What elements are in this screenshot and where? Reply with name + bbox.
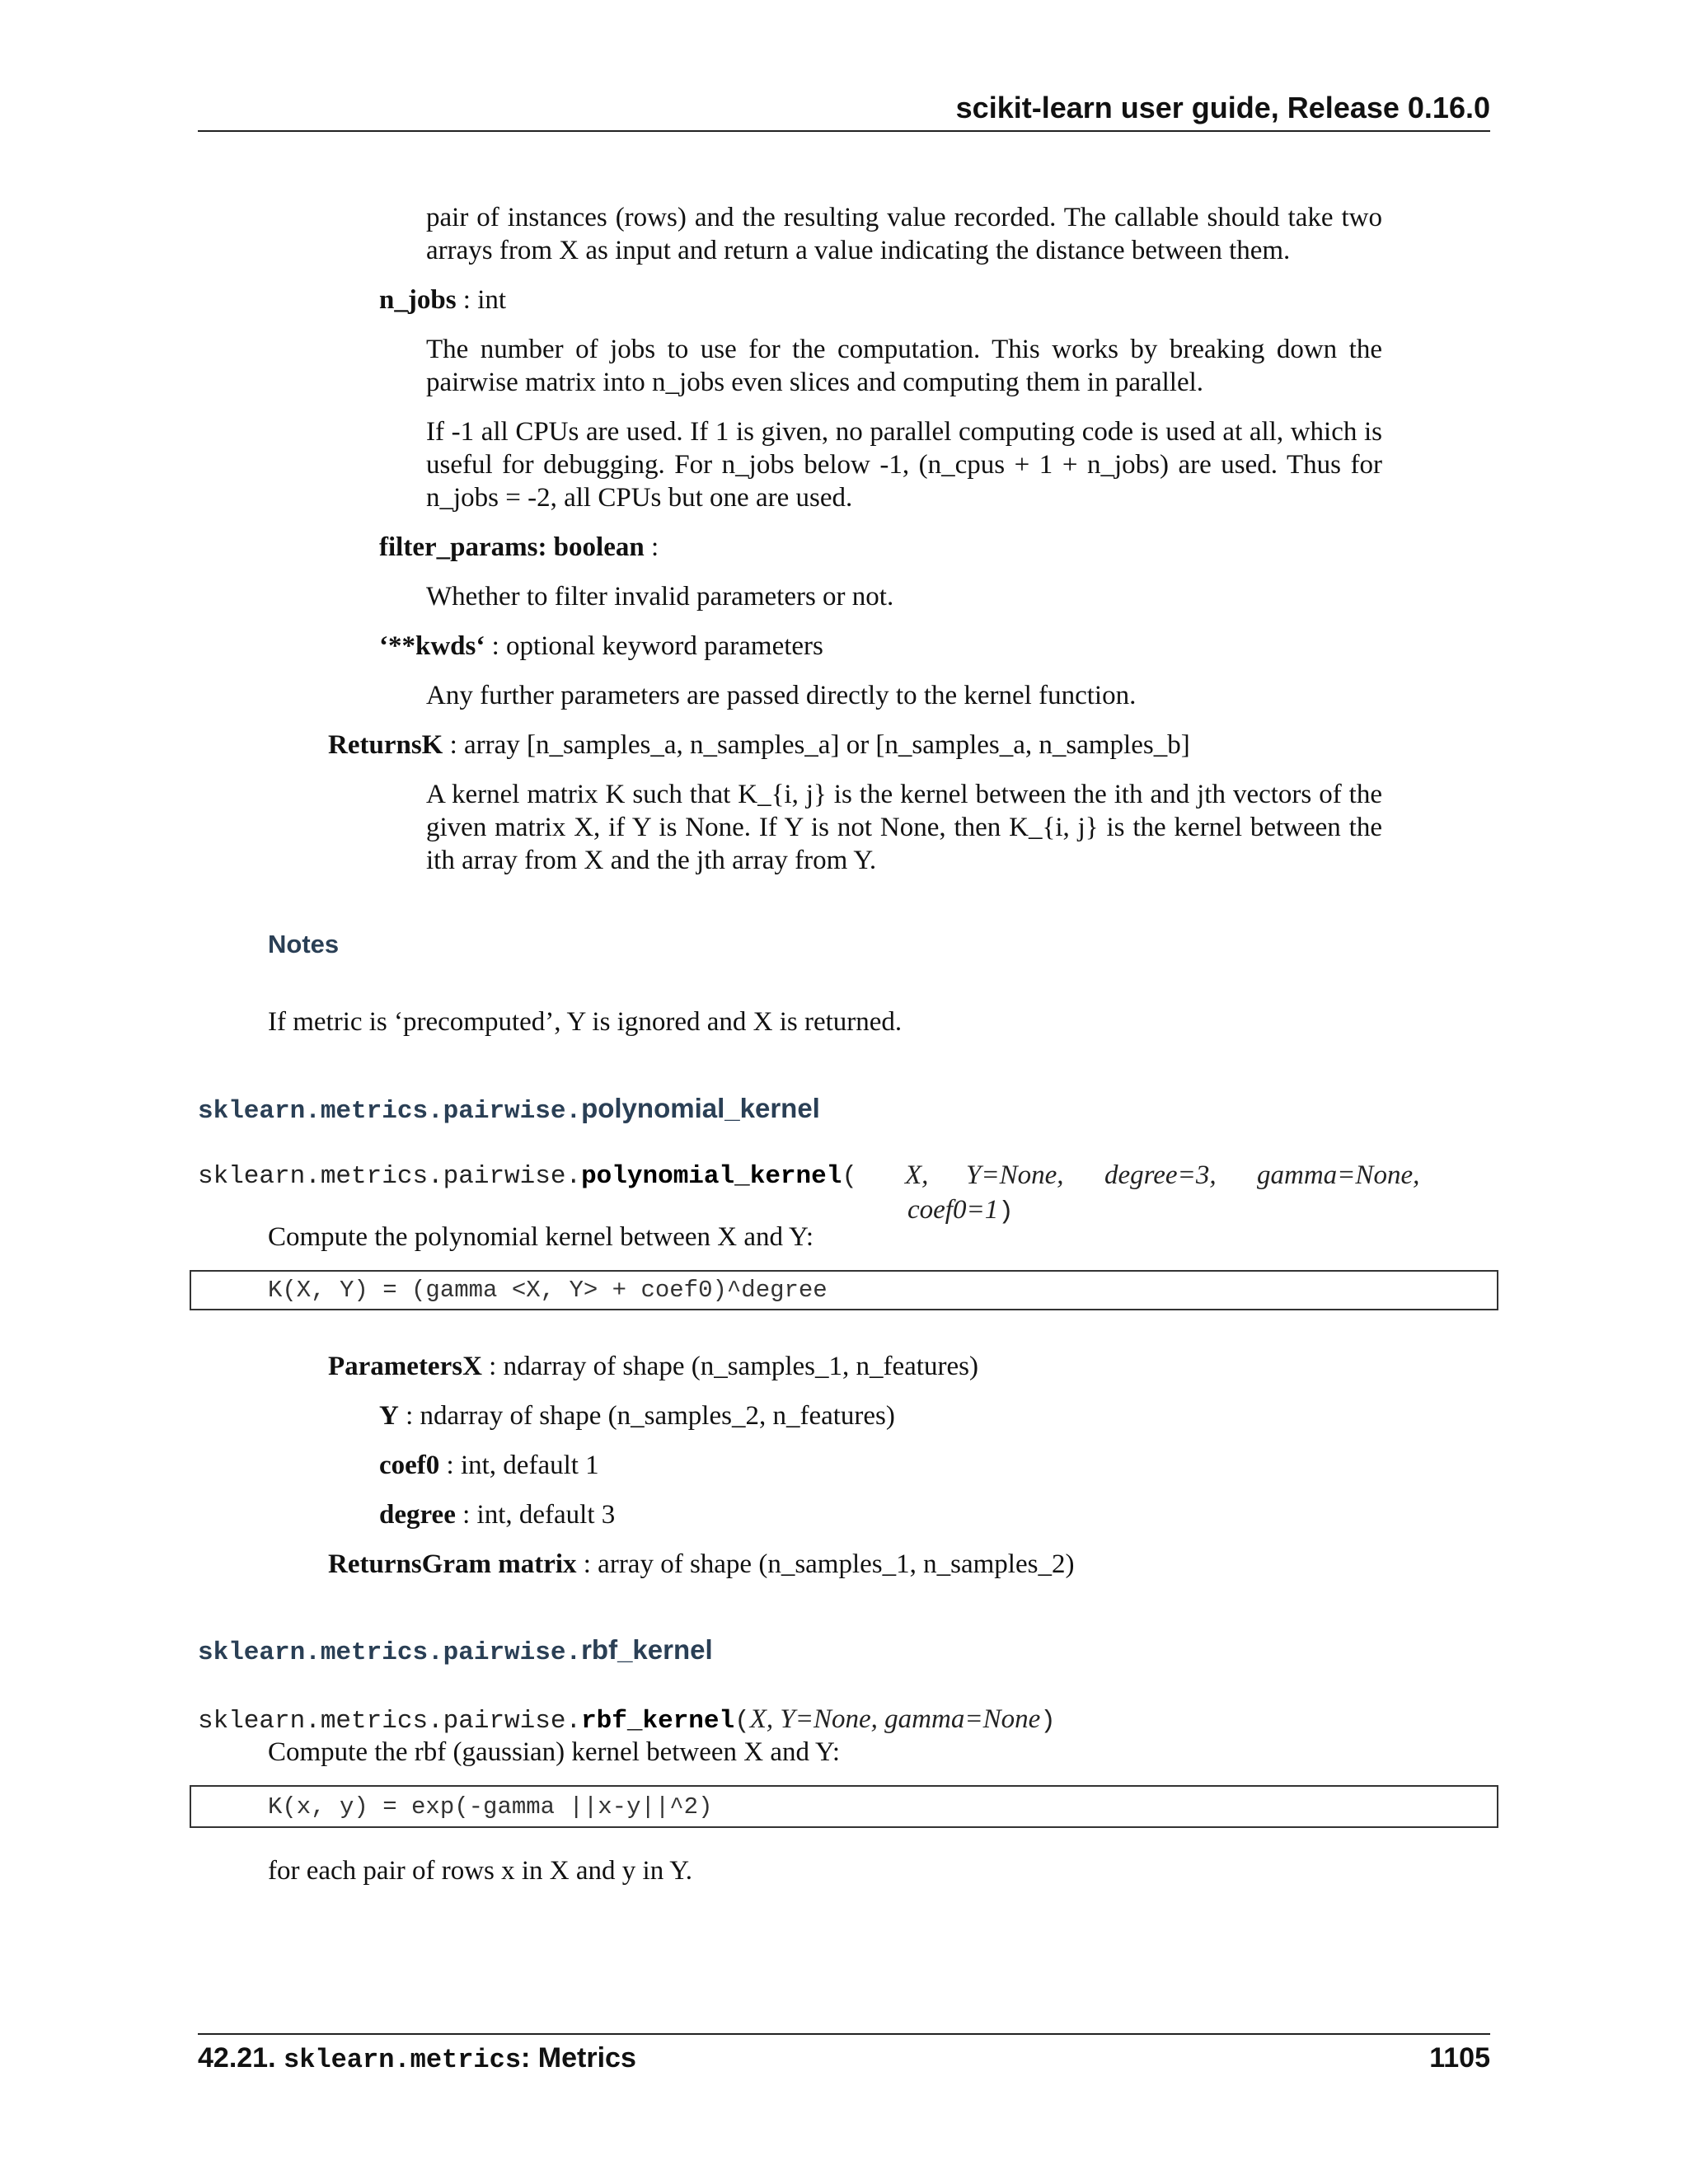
param-type: : int, default 1 (439, 1451, 599, 1480)
rbf-note: for each pair of rows x in X and y in Y. (268, 1856, 693, 1886)
returns-type: : array of shape (n_samples_1, n_samples_2) (576, 1549, 1075, 1579)
param-type: : optional keyword parameters (485, 631, 823, 661)
notes-text: If metric is ‘precomputed’, Y is ignored and X is returned. (268, 1007, 903, 1037)
param-type: : ndarray of shape (n_samples_1, n_features) (481, 1352, 978, 1381)
returns-type: : array [n_samples_a, n_samples_a] or [n_samples_a, n_samples_b] (443, 730, 1190, 760)
footer-section-module: sklearn.metrics (283, 2045, 522, 2075)
param-type: : ndarray of shape (n_samples_2, n_features) (398, 1401, 895, 1431)
code-line: K(x, y) = exp(-gamma ||x-y||^2) (268, 1793, 713, 1821)
signature-polynomial-kernel (198, 1162, 857, 1191)
param-x (328, 1350, 978, 1383)
heading-module: sklearn.metrics.pairwise. (198, 1638, 582, 1667)
returns-desc: A kernel matrix K such that K_{i, j} is the kernel between the ith and jth vectors of the given matrix X, if Y is None. If Y is not None, then K_{i, j} is the kernel between the ith array from X and the jth array from Y. (426, 780, 1382, 875)
param-type: : int (456, 285, 507, 315)
page-number: 1105 (1429, 2042, 1490, 2074)
sig-close-paren: ) (998, 1197, 1014, 1226)
param-name: ParametersX (328, 1352, 482, 1381)
param-coef0 (379, 1449, 599, 1482)
sig-module: sklearn.metrics.pairwise. (198, 1707, 582, 1736)
param-name: n_jobs (379, 285, 457, 315)
returns-field (328, 729, 1190, 762)
heading-module: sklearn.metrics.pairwise. (198, 1097, 582, 1126)
function-desc-rbf: Compute the rbf (gaussian) kernel between X and Y: (268, 1737, 841, 1767)
footer-rule (198, 2033, 1490, 2035)
section-heading-rbf-kernel (198, 1634, 713, 1667)
param-name: ‘**kwds‘ (379, 631, 485, 661)
code-line: K(X, Y) = (gamma <X, Y> + coef0)^degree (268, 1277, 828, 1304)
param-y (379, 1399, 895, 1432)
sig-function: polynomial_kernel (581, 1162, 842, 1191)
sig-arg-gamma: gamma=None, (1257, 1160, 1420, 1190)
sig-arg-coef0: coef0=1 (907, 1195, 999, 1225)
param-n-jobs (379, 284, 506, 316)
section-heading-polynomial-kernel (198, 1093, 820, 1126)
param-name: filter_params: boolean (379, 532, 645, 562)
param-degree (379, 1498, 615, 1531)
sig-arg-y-wrap (966, 1160, 1064, 1191)
sig-open-paren: ( (842, 1162, 857, 1191)
footer-section-title: : Metrics (521, 2042, 636, 2074)
sig-arg-y: Y=None, (966, 1160, 1064, 1190)
param-name: degree (379, 1500, 456, 1530)
signature-rbf-kernel (198, 1704, 1056, 1736)
returns-field (328, 1548, 1074, 1581)
returns-name: ReturnsK (328, 730, 443, 760)
sig-arg-x: X, (905, 1160, 929, 1190)
param-desc-n-jobs-1: The number of jobs to use for the computation. This works by breaking down the pairwise matrix into n_jobs even slices and computing them in parallel. (426, 335, 1382, 397)
param-desc-filter-params: Whether to filter invalid parameters or not. (426, 582, 894, 612)
param-type: : (644, 532, 659, 562)
sig-arg-coef0-wrap (907, 1195, 1014, 1226)
param-type: : int, default 3 (455, 1500, 616, 1530)
sig-close-paren: ) (1040, 1707, 1056, 1736)
footer-section-number: 42.21. (198, 2042, 276, 2074)
sig-open-paren: ( (734, 1707, 750, 1736)
param-name: Y (379, 1401, 399, 1431)
param-desc-kwds: Any further parameters are passed directly to the kernel function. (426, 681, 1137, 710)
param-desc-callable: pair of instances (rows) and the resulting value recorded. The callable should take two arrays from X as input and return a value indicating the distance between them. (426, 203, 1382, 265)
param-name: coef0 (379, 1451, 440, 1480)
header-rule (198, 130, 1490, 132)
notes-heading: Notes (268, 930, 340, 958)
running-header: scikit-learn user guide, Release 0.16.0 (955, 91, 1490, 124)
sig-function: rbf_kernel (581, 1707, 735, 1736)
param-desc-n-jobs-2: If -1 all CPUs are used. If 1 is given, no parallel computing code is used at all, which is useful for debugging. For n_jobs below -1, (n_cpus + 1 + n_jobs) are used. Thus for n_jobs = -2, all CPUs but one are used. (426, 417, 1382, 513)
returns-name: ReturnsGram matrix (328, 1549, 577, 1579)
heading-function: polynomial_kernel (581, 1093, 820, 1123)
sig-arg-gamma-wrap (1257, 1160, 1419, 1191)
code-block-rbf (190, 1785, 1498, 1828)
sig-arg-degree-wrap (1104, 1160, 1217, 1191)
code-block-polynomial (190, 1270, 1498, 1310)
sig-args-line1 (905, 1160, 928, 1191)
function-desc-polynomial: Compute the polynomial kernel between X and Y: (268, 1222, 814, 1252)
sig-args: X, Y=None, gamma=None (749, 1704, 1041, 1734)
footer-section (198, 2042, 636, 2075)
heading-function: rbf_kernel (581, 1634, 713, 1665)
sig-arg-degree: degree=3, (1104, 1160, 1217, 1190)
sig-module: sklearn.metrics.pairwise. (198, 1162, 582, 1191)
param-kwds (379, 630, 823, 663)
param-filter-params (379, 531, 659, 564)
